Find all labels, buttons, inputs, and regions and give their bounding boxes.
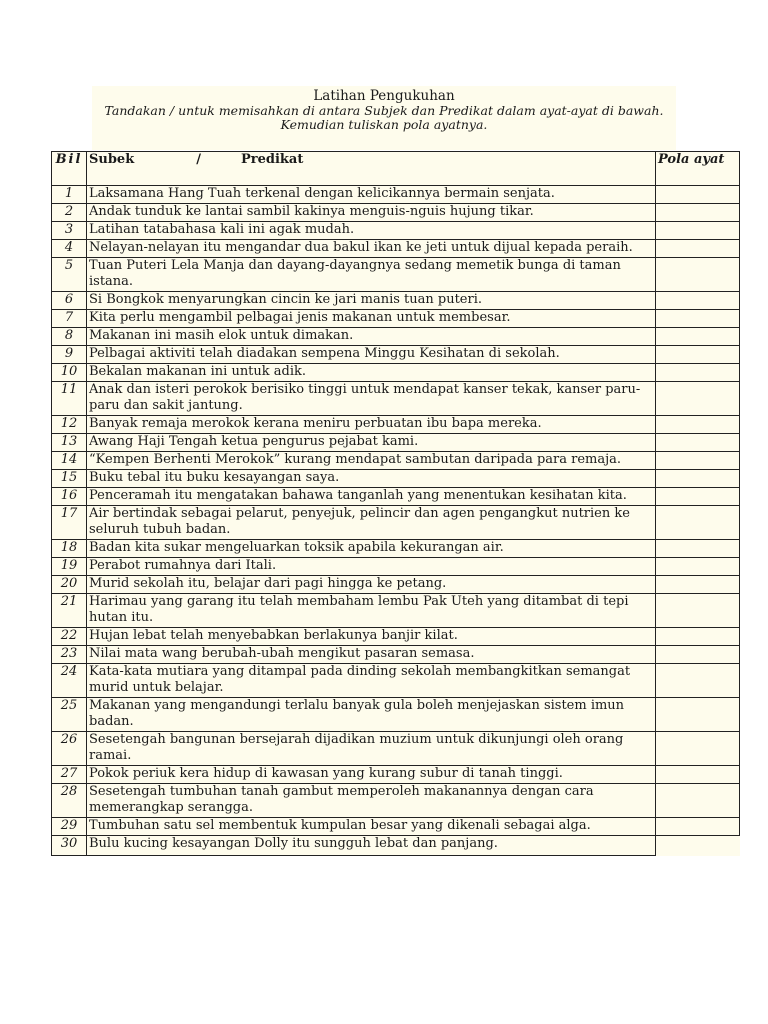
pola-ayat-cell[interactable] [656,364,740,382]
row-number: 22 [52,628,87,646]
table-row [52,576,740,594]
table-header-row [52,152,740,186]
instruction-line-2: Kemudian tuliskan pola ayatnya. [280,117,488,132]
table-row [52,204,740,222]
pola-ayat-cell[interactable] [656,240,740,258]
sentence-cell[interactable]: Anak dan isteri perokok berisiko tinggi untuk mendapat kanser tekak, kanser paru-paru dan sakit jantung. [87,382,656,416]
pola-ayat-cell[interactable] [656,558,740,576]
row-number: 19 [52,558,87,576]
pola-ayat-cell[interactable] [656,766,740,784]
pola-ayat-cell[interactable] [656,836,740,856]
sentence-cell[interactable]: Penceramah itu mengatakan bahawa tanganlah yang menentukan kesihatan kita. [87,488,656,506]
sentence-cell[interactable]: Bulu kucing kesayangan Dolly itu sungguh lebat dan panjang. [87,836,656,856]
table-row [52,328,740,346]
row-number: 23 [52,646,87,664]
pola-ayat-cell[interactable] [656,540,740,558]
sentence-cell[interactable]: Tumbuhan satu sel membentuk kumpulan besar yang dikenali sebagai alga. [87,818,656,836]
row-number: 18 [52,540,87,558]
table-row [52,732,740,766]
sentence-cell[interactable]: Banyak remaja merokok kerana meniru perbuatan ibu bapa mereka. [87,416,656,434]
pola-ayat-cell[interactable] [656,382,740,416]
table-row [52,594,740,628]
table-row [52,506,740,540]
sentence-cell[interactable]: Laksamana Hang Tuah terkenal dengan kelicikannya bermain senjata. [87,186,656,204]
pola-ayat-cell[interactable] [656,506,740,540]
sentence-cell[interactable]: Murid sekolah itu, belajar dari pagi hingga ke petang. [87,576,656,594]
sentence-cell[interactable]: Bekalan makanan ini untuk adik. [87,364,656,382]
row-number: 30 [52,836,87,856]
row-number: 3 [52,222,87,240]
row-number: 16 [52,488,87,506]
sentence-cell[interactable]: Nelayan-nelayan itu mengandar dua bakul ikan ke jeti untuk dijual kepada peraih. [87,240,656,258]
row-number: 25 [52,698,87,732]
sentence-cell[interactable]: Buku tebal itu buku kesayangan saya. [87,470,656,488]
sentence-cell[interactable]: Latihan tatabahasa kali ini agak mudah. [87,222,656,240]
row-number: 11 [52,382,87,416]
pola-ayat-cell[interactable] [656,346,740,364]
table-row [52,240,740,258]
pola-ayat-cell[interactable] [656,186,740,204]
row-number: 20 [52,576,87,594]
table-row [52,664,740,698]
table-row [52,186,740,204]
row-number: 10 [52,364,87,382]
row-number: 7 [52,310,87,328]
pola-ayat-cell[interactable] [656,818,740,836]
column-header-subject-predicate [87,152,656,186]
table-row [52,258,740,292]
pola-ayat-cell[interactable] [656,452,740,470]
table-row [52,470,740,488]
table-row [52,310,740,328]
row-number: 1 [52,186,87,204]
sentence-cell[interactable]: Makanan ini masih elok untuk dimakan. [87,328,656,346]
row-number: 17 [52,506,87,540]
table-row [52,784,740,818]
sentence-cell[interactable]: Perabot rumahnya dari Itali. [87,558,656,576]
pola-ayat-cell[interactable] [656,784,740,818]
row-number: 12 [52,416,87,434]
sentence-cell[interactable]: “Kempen Berhenti Merokok” kurang mendapat sambutan daripada para remaja. [87,452,656,470]
table-row [52,292,740,310]
row-number: 9 [52,346,87,364]
table-row [52,452,740,470]
column-header-slash: / [196,152,201,167]
table-row [52,434,740,452]
pola-ayat-cell[interactable] [656,292,740,310]
exercise-table [51,151,740,856]
row-number: 27 [52,766,87,784]
pola-ayat-cell[interactable] [656,310,740,328]
table-row [52,382,740,416]
table-row [52,558,740,576]
row-number: 4 [52,240,87,258]
sentence-cell[interactable]: Si Bongkok menyarungkan cincin ke jari manis tuan puteri. [87,292,656,310]
pola-ayat-cell[interactable] [656,416,740,434]
sentence-cell[interactable]: Hujan lebat telah menyebabkan berlakunya banjir kilat. [87,628,656,646]
pola-ayat-cell[interactable] [656,434,740,452]
row-number: 2 [52,204,87,222]
pola-ayat-cell[interactable] [656,664,740,698]
row-number: 24 [52,664,87,698]
table-row [52,416,740,434]
pola-ayat-cell[interactable] [656,628,740,646]
sentence-cell[interactable]: Sesetengah tumbuhan tanah gambut memperoleh makanannya dengan cara memerangkap serangga. [87,784,656,818]
pola-ayat-cell[interactable] [656,576,740,594]
column-header-subek: Subek [89,152,135,167]
table-row [52,766,740,784]
row-number: 8 [52,328,87,346]
row-number: 13 [52,434,87,452]
worksheet-header [92,86,676,150]
row-number: 28 [52,784,87,818]
row-number: 26 [52,732,87,766]
pola-ayat-cell[interactable] [656,488,740,506]
sentence-cell[interactable]: Makanan yang mengandungi terlalu banyak gula boleh menjejaskan sistem imun badan. [87,698,656,732]
table-row [52,364,740,382]
sentence-cell[interactable]: Andak tunduk ke lantai sambil kakinya menguis-nguis hujung tikar. [87,204,656,222]
pola-ayat-cell[interactable] [656,646,740,664]
pola-ayat-cell[interactable] [656,222,740,240]
table-row [52,488,740,506]
table-row [52,818,740,836]
pola-ayat-cell[interactable] [656,470,740,488]
pola-ayat-cell[interactable] [656,698,740,732]
sentence-cell[interactable]: Sesetengah bangunan bersejarah dijadikan muzium untuk dikunjungi oleh orang ramai. [87,732,656,766]
table-row [52,646,740,664]
pola-ayat-cell[interactable] [656,204,740,222]
sentence-cell[interactable]: Kita perlu mengambil pelbagai jenis makanan untuk membesar. [87,310,656,328]
pola-ayat-cell[interactable] [656,328,740,346]
sentence-cell[interactable]: Pokok periuk kera hidup di kawasan yang kurang subur di tanah tinggi. [87,766,656,784]
instruction-line-1: Tandakan / untuk memisahkan di antara Subjek dan Predikat dalam ayat-ayat di bawah. [104,103,664,118]
column-header-bil: Bil [52,152,87,186]
worksheet-title: Latihan Pengukuhan [313,88,455,104]
sentence-cell[interactable]: Nilai mata wang berubah-ubah mengikut pasaran semasa. [87,646,656,664]
table-row [52,222,740,240]
table-row [52,836,740,856]
pola-ayat-cell[interactable] [656,732,740,766]
table-row [52,628,740,646]
table-row [52,698,740,732]
table-row [52,346,740,364]
sentence-cell[interactable]: Badan kita sukar mengeluarkan toksik apabila kekurangan air. [87,540,656,558]
column-header-pola-ayat: Pola ayat [656,152,740,186]
column-header-predikat: Predikat [240,152,304,167]
sentence-cell[interactable]: Tuan Puteri Lela Manja dan dayang-dayangnya sedang memetik bunga di taman istana. [87,258,656,292]
row-number: 15 [52,470,87,488]
table-row [52,540,740,558]
sentence-cell[interactable]: Kata-kata mutiara yang ditampal pada dinding sekolah membangkitkan semangat murid untuk belajar. [87,664,656,698]
row-number: 14 [52,452,87,470]
sentence-cell[interactable]: Air bertindak sebagai pelarut, penyejuk, pelincir dan agen pengangkut nutrien ke seluruh tubuh badan. [87,506,656,540]
pola-ayat-cell[interactable] [656,594,740,628]
sentence-cell[interactable]: Harimau yang garang itu telah membaham lembu Pak Uteh yang ditambat di tepi hutan itu. [87,594,656,628]
row-number: 6 [52,292,87,310]
pola-ayat-cell[interactable] [656,258,740,292]
sentence-cell[interactable]: Pelbagai aktiviti telah diadakan sempena Minggu Kesihatan di sekolah. [87,346,656,364]
row-number: 29 [52,818,87,836]
sentence-cell[interactable]: Awang Haji Tengah ketua pengurus pejabat kami. [87,434,656,452]
row-number: 21 [52,594,87,628]
row-number: 5 [52,258,87,292]
